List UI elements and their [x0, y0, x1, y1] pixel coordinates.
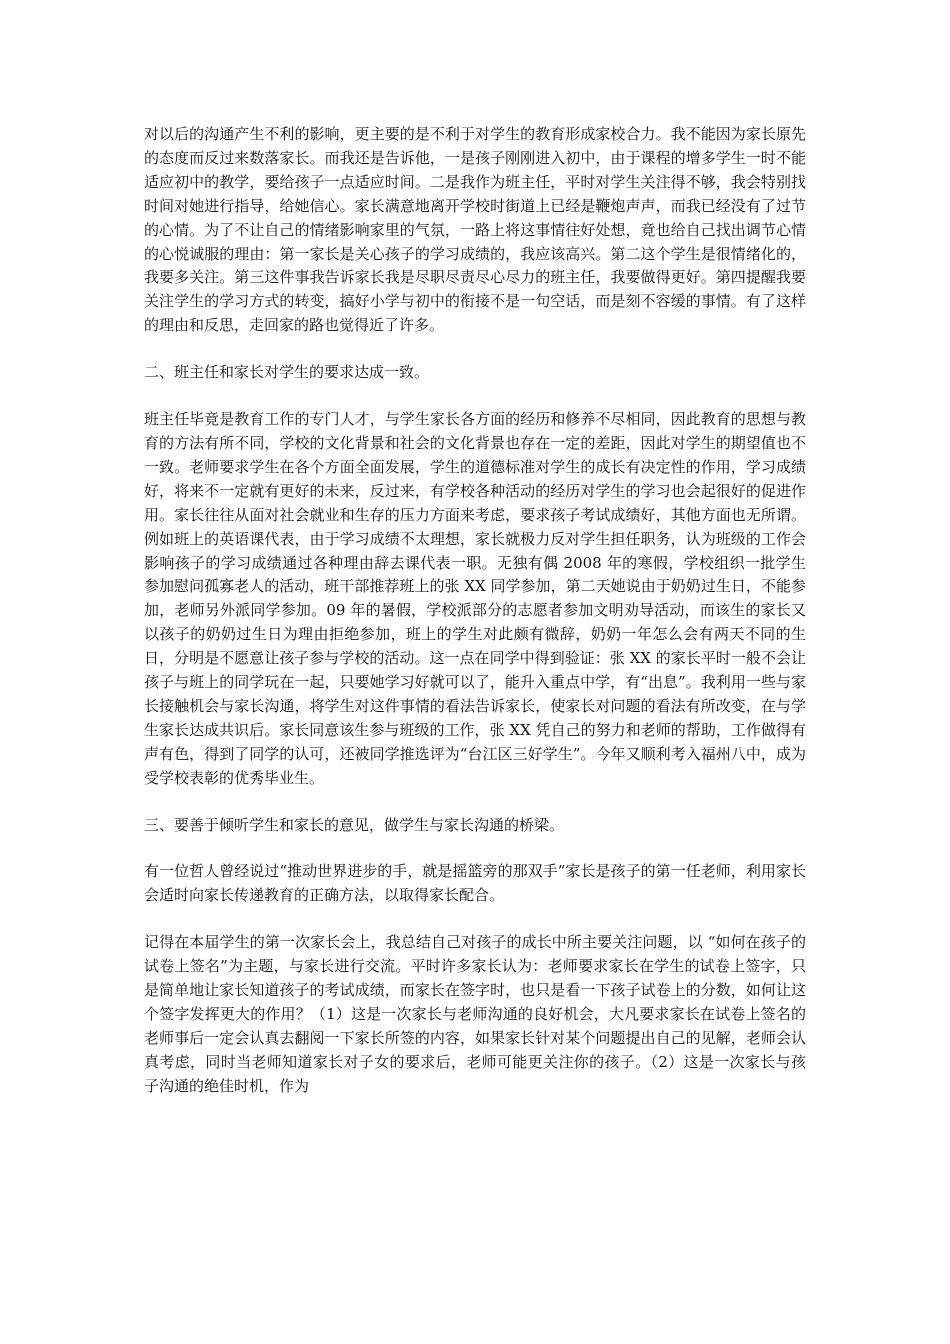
- document-page: [144, 123, 806, 1099]
- paragraph-section-2-body: 班主任毕竟是教育工作的专门人才，与学生家长各方面的经历和修养不尽相同，因此教育的思想与教育的方法有所不同，学校的文化背景和社会的文化背景也存在一定的差距，因此对学生的期望值也不一致。老师要求学生在各个方面全面发展，学生的道德标准对学生的成长有决定性的作用，学习成绩好，将来不一定就有更好的未来，反过来，有学校各种活动的经历对学生的学习也会起很好的促进作用。家长往往从面对社会就业和生存的压力方面来考虑，要求孩子考试成绩好，其他方面也无所谓。例如班上的英语课代表，由于学习成绩不太理想，家长就极力反对学生担任职务，认为班级的工作会影响孩子的学习成绩通过各种理由辞去课代表一职。无独有偶 2008 年的寒假，学校组织一批学生参加慰问孤寡老人的活动，班干部推荐班上的张 XX 同学参加，第二天她说由于奶奶过生日，不能参加，老师另外派同学参加。09 年的暑假，学校派部分的志愿者参加文明劝导活动，而该生的家长又以孩子的奶奶过生日为理由拒绝参加，班上的学生对此颇有微辞，奶奶一年怎么会有两天不同的生日，分明是不愿意让孩子参与学校的活动。这一点在同学中得到验证：张 XX 的家长平时一般不会让孩子与班上的同学玩在一起，只要她学习好就可以了，能升入重点中学，有“出息”。我利用一些与家长接触机会与家长沟通，将学生对这件事情的看法告诉家长，使家长对问题的看法有所改变，在与学生家长达成共识后。家长同意该生参与班级的工作，张 XX 凭自己的努力和老师的帮助，工作做得有声有色，得到了同学的认可，还被同学推选评为“台江区三好学生”。今年又顺利考入福州八中，成为受学校表彰的优秀毕业生。: [144, 410, 806, 787]
- paragraph-intro-continuation: 对以后的沟通产生不利的影响，更主要的是不利于对学生的教育形成家校合力。我不能因为家长原先的态度而反过来数落家长。而我还是告诉他，一是孩子刚刚进入初中，由于课程的增多学生一时不能适应初中的教学，要给孩子一点适应时间。二是我作为班主任，平时对学生关注得不够，我会特别找时间对她进行指导，给她信心。家长满意地离开学校时街道上已经是鞭炮声声，而我已经没有了过节的心情。为了不让自己的情绪影响家里的气氛，一路上将这事情往好处想，竟也给自己找出调节心情的心悦诚服的理由：第一家长是关心孩子的学习成绩的，我应该高兴。第二这个学生是很情绪化的，我要多关注。第三这件事我告诉家长我是尽职尽责尽心尽力的班主任，我要做得更好。第四提醒我要关注学生的学习方式的转变，搞好小学与初中的衔接不是一句空话，而是刻不容缓的事情。有了这样的理由和反思，走回家的路也觉得近了许多。: [144, 125, 806, 335]
- section-heading-3: 三、要善于倾听学生和家长的意见，做学生与家长沟通的桥梁。: [144, 815, 565, 834]
- section-heading-2: 二、班主任和家长对学生的要求达成一致。: [144, 363, 430, 382]
- paragraph-parent-meeting: 记得在本届学生的第一次家长会上，我总结自己对孩子的成长中所主要关注问题，以 “如何在孩子的试卷上签名”为主题，与家长进行交流。平时许多家长认为：老师要求家长在学生的试卷上签字，只是简单地让家长知道孩子的考试成绩，而家长在签字时，也只是看一下孩子试卷上的分数，如何让这个签字发挥更大的作用？（1）这是一次家长与老师沟通的良好机会，大凡要求家长在试卷上签名的老师事后一定会认真去翻阅一下家长所签的内容，如果家长针对某个问题提出自己的见解，老师会认真考虑，同时当老师知道家长对子女的要求后，老师可能更关注你的孩子。（2）这是一次家长与孩子沟通的绝佳时机，作为: [144, 933, 806, 1095]
- paragraph-philosopher-quote: 有一位哲人曾经说过“推动世界进步的手，就是摇篮旁的那双手”家长是孩子的第一任老师，利用家长会适时向家长传递教育的正确方法，以取得家长配合。: [144, 862, 806, 905]
